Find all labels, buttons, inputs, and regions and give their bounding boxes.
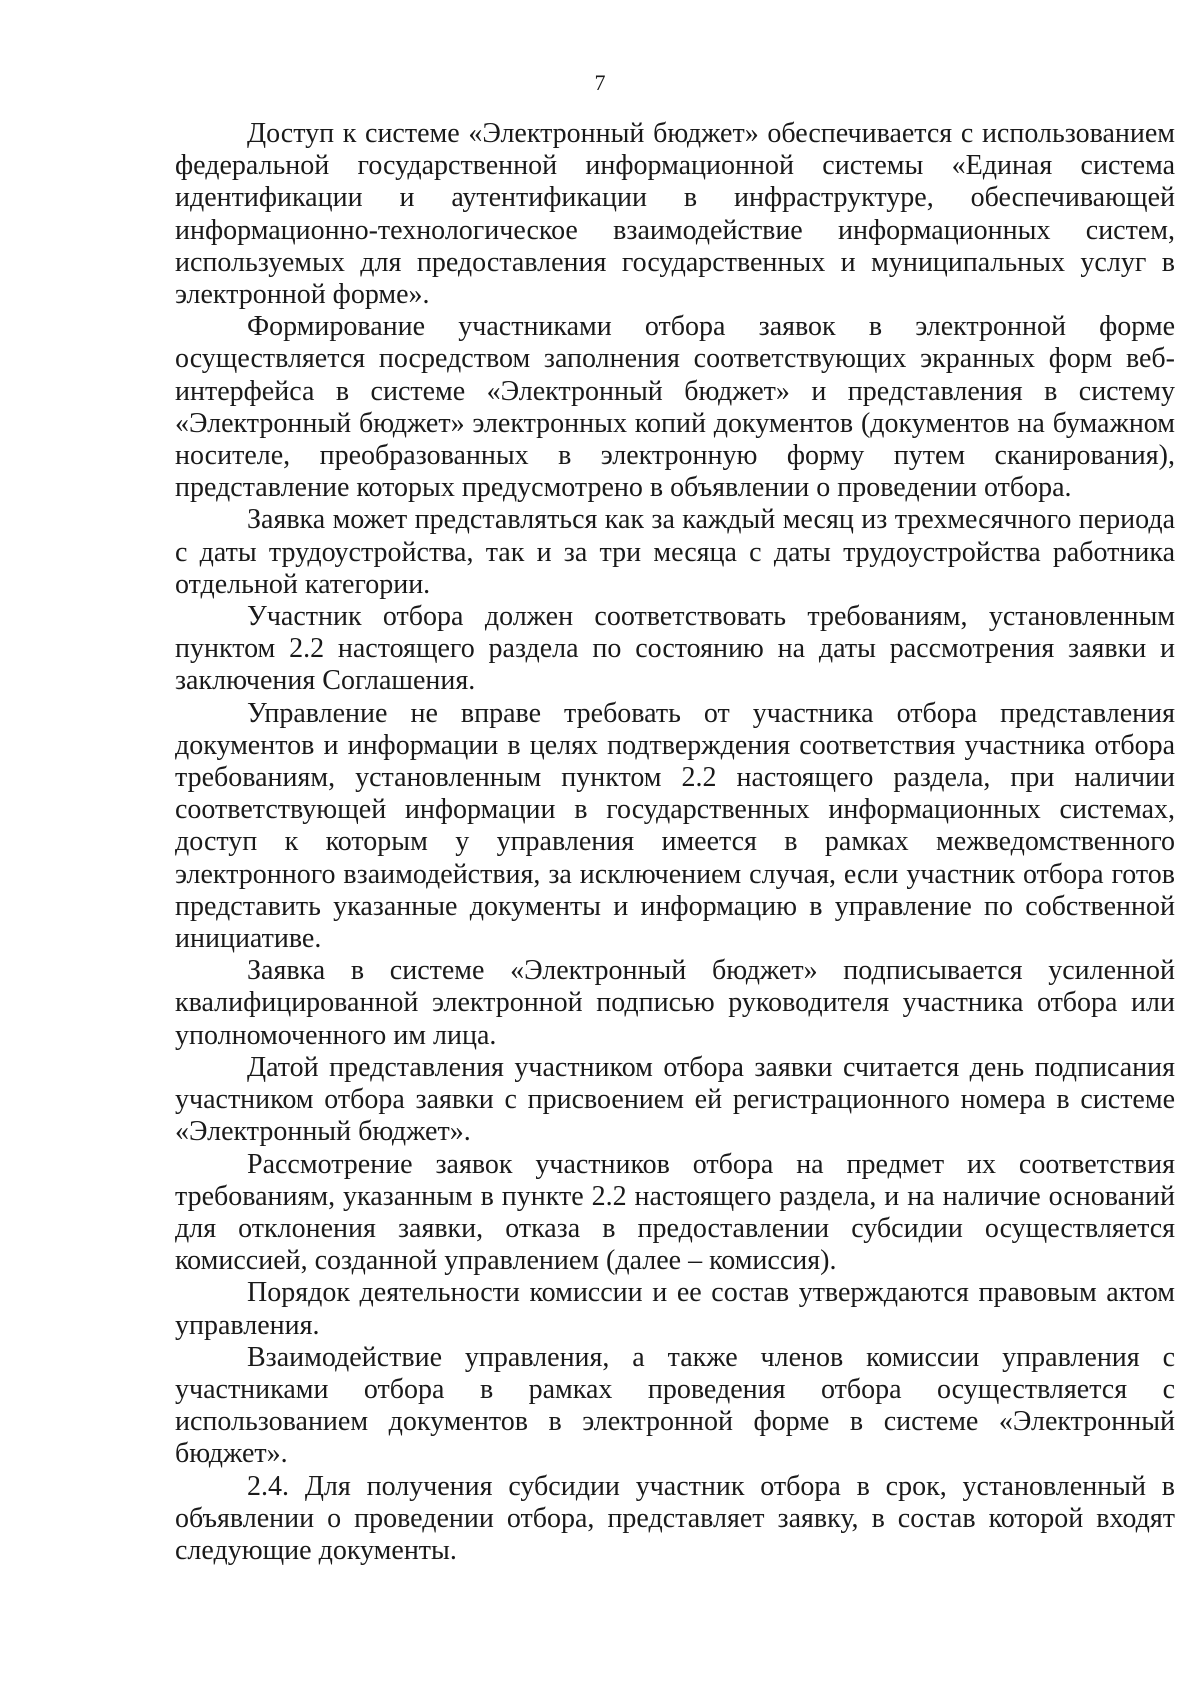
paragraph-section-2-4: 2.4. Для получения субсидии участник отбора в срок, установленный в объявлении о проведении отбора, представляет заявку, в состав которой входят следующие документы. — [175, 1470, 1175, 1566]
document-body — [175, 118, 1175, 1567]
paragraph-electronic-budget-access: Доступ к системе «Электронный бюджет» обеспечивается с использованием федеральной государственной информационной системы «Единая система идентификации и аутентификации в инфраструктуре, обеспечивающей информационно-технологическое взаимодействие информационных систем, используемых для предоставления государственных и муниципальных услуг в электронной форме». — [175, 118, 1175, 311]
paragraph-commission-procedure: Порядок деятельности комиссии и ее состав утверждаются правовым актом управления. — [175, 1277, 1175, 1341]
paragraph-application-signing: Заявка в системе «Электронный бюджет» подписывается усиленной квалифицированной электронной подписью руководителя участника отбора или уполномоченного им лица. — [175, 955, 1175, 1051]
page-number: 7 — [594, 70, 606, 95]
paragraph-participant-requirements: Участник отбора должен соответствовать требованиям, установленным пунктом 2.2 настоящего раздела по состоянию на даты рассмотрения заявки и заключения Соглашения. — [175, 601, 1175, 697]
paragraph-application-period: Заявка может представляться как за каждый месяц из трехмесячного периода с даты трудоустройства, так и за три месяца с даты трудоустройства работника отдельной категории. — [175, 504, 1175, 600]
paragraph-application-forming: Формирование участниками отбора заявок в электронной форме осуществляется посредством заполнения соответствующих экранных форм веб-интерфейса в системе «Электронный бюджет» и представления в систему «Электронный бюджет» электронных копий документов (документов на бумажном носителе, преобразованных в электронную форму путем сканирования), представление которых предусмотрено в объявлении о проведении отбора. — [175, 311, 1175, 504]
paragraph-documents-request-restriction: Управление не вправе требовать от участника отбора представления документов и информации в целях подтверждения соответствия участника отбора требованиям, установленным пунктом 2.2 настоящего раздела, при наличии соответствующей информации в государственных информационных системах, доступ к которым у управления имеется в рамках межведомственного электронного взаимодействия, за исключением случая, если участник отбора готов представить указанные документы и информацию в управление по собственной инициативе. — [175, 697, 1175, 955]
paragraph-submission-date: Датой представления участником отбора заявки считается день подписания участником отбора заявки с присвоением ей регистрационного номера в системе «Электронный бюджет». — [175, 1051, 1175, 1148]
paragraph-application-review: Рассмотрение заявок участников отбора на предмет их соответствия требованиям, указанным в пункте 2.2 настоящего раздела, и на наличие оснований для отклонения заявки, отказа в предоставлении субсидии осуществляется комиссией, созданной управлением (далее – комиссия). — [175, 1148, 1175, 1277]
paragraph-interaction: Взаимодействие управления, а также членов комиссии управления с участниками отбора в рамках проведения отбора осуществляется с использованием документов в электронной форме в системе «Электронный бюджет». — [175, 1341, 1175, 1470]
